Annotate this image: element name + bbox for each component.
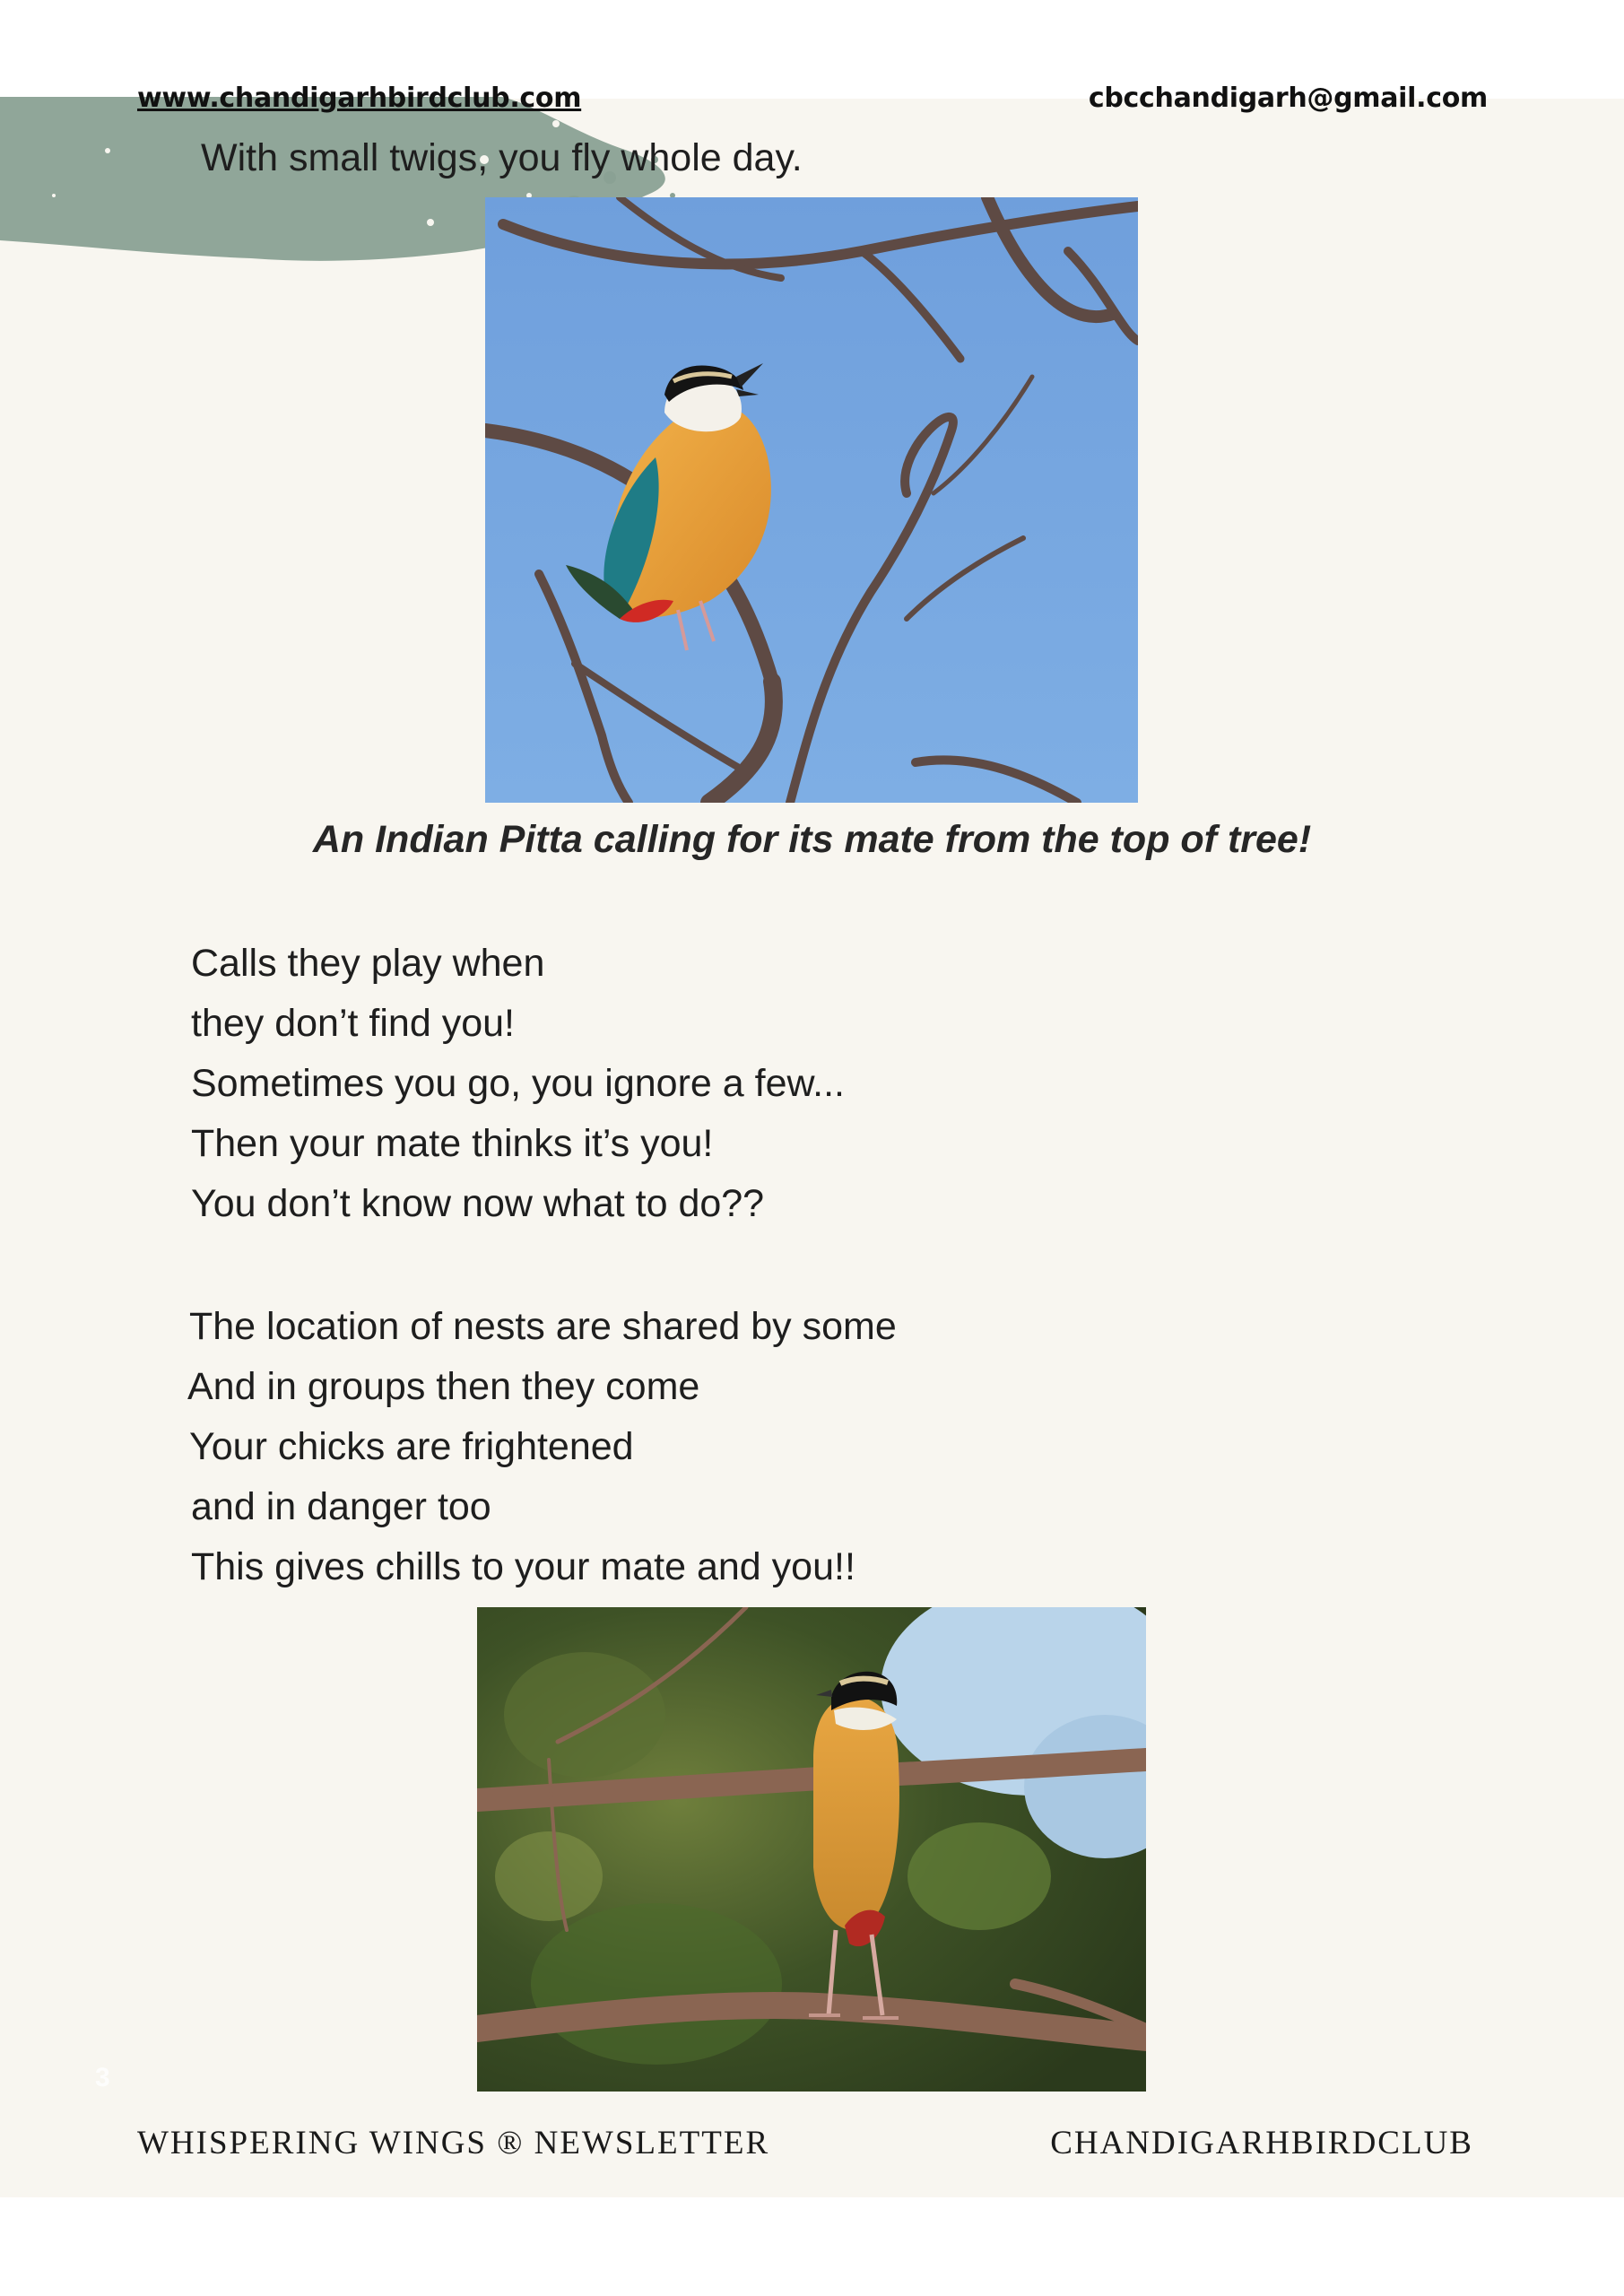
poem-line: Your chicks are frightened: [189, 1425, 634, 1468]
poem-line: Then your mate thinks it’s you!: [191, 1122, 714, 1165]
footer-club-name: CHANDIGARHBIRDCLUB: [1050, 2125, 1473, 2161]
pitta-perched-photo: [477, 1607, 1146, 2092]
poem-line: they don’t find you!: [191, 1002, 515, 1045]
email-link[interactable]: cbcchandigarh@gmail.com: [1088, 83, 1488, 114]
poem-line: Sometimes you go, you ignore a few...: [191, 1062, 846, 1105]
photo-caption: An Indian Pitta calling for its mate from the top of tree!: [312, 818, 1312, 861]
footer-newsletter-title: WHISPERING WINGS ® NEWSLETTER: [137, 2125, 770, 2161]
website-link[interactable]: www.chandigarhbirdclub.com: [137, 83, 582, 114]
poem-line: This gives chills to your mate and you!!: [191, 1545, 855, 1588]
page-number: 3: [95, 2063, 110, 2092]
poem-line: and in danger too: [191, 1485, 491, 1528]
poem-line: Calls they play when: [191, 942, 545, 985]
poem-line: You don’t know now what to do??: [191, 1182, 765, 1225]
poem-top-line: With small twigs, you fly whole day.: [201, 136, 803, 179]
pitta-calling-photo: [485, 197, 1138, 803]
poem-line: And in groups then they come: [187, 1365, 700, 1408]
poem-line: The location of nests are shared by some: [189, 1305, 897, 1348]
